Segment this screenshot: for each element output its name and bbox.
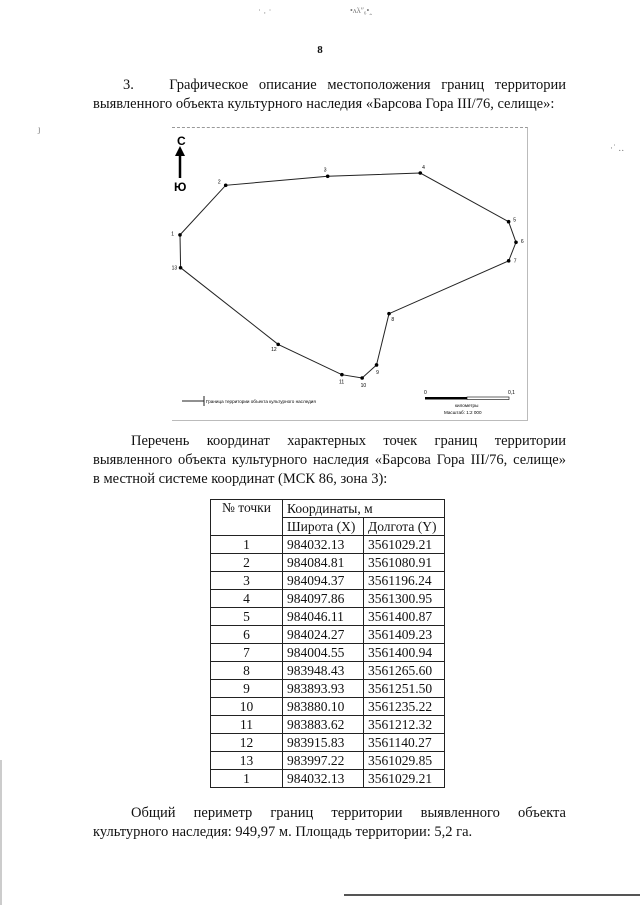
- map-legend: [182, 396, 316, 406]
- summary-line-1: Общий периметр границ территории выявленного объекта: [131, 805, 566, 821]
- scale-unit: километры: [455, 403, 479, 408]
- summary: [93, 804, 566, 842]
- boundary-point-label: 11: [339, 379, 345, 386]
- table-row: [211, 662, 445, 680]
- longitude-cell: 3561251.50: [364, 680, 445, 698]
- section-heading-line-1: [93, 76, 566, 95]
- table-row: [211, 536, 445, 554]
- boundary-point-label: 5: [513, 217, 517, 224]
- boundary-point-label: 13: [171, 265, 178, 272]
- boundary-point-marker: [360, 376, 364, 380]
- boundary-polygon: [180, 173, 516, 378]
- coordinates-table-body: [211, 536, 445, 788]
- boundary-point-marker: [387, 312, 391, 316]
- longitude-cell: 3561029.85: [364, 752, 445, 770]
- scale-end: 0,1: [508, 390, 515, 396]
- point-number-cell: 11: [211, 716, 283, 734]
- boundary-map: [172, 127, 528, 421]
- point-number-cell: 5: [211, 608, 283, 626]
- boundary-point-marker: [507, 259, 511, 263]
- boundary-point-label: 3: [323, 167, 327, 174]
- table-row: [211, 644, 445, 662]
- section-title-line-1: Графическое описание местоположения границ территории: [169, 77, 566, 93]
- latitude-cell: 984032.13: [283, 536, 364, 554]
- latitude-cell: 983893.93: [283, 680, 364, 698]
- scan-artifact: •ʌ̃ʌʺ₆•ꞈ: [350, 6, 372, 15]
- boundary-point-marker: [178, 233, 182, 237]
- header-longitude: Долгота (Y): [364, 518, 445, 536]
- section-number: 3.: [123, 77, 134, 93]
- point-number-cell: 7: [211, 644, 283, 662]
- latitude-cell: 983997.22: [283, 752, 364, 770]
- scan-artifact: ˙ · ˙: [258, 8, 272, 18]
- point-number-cell: 3: [211, 572, 283, 590]
- boundary-point-label: 2: [217, 179, 221, 186]
- header-point: № точки: [211, 500, 283, 536]
- table-row: [211, 752, 445, 770]
- table-row: [211, 680, 445, 698]
- scale-start: 0: [424, 390, 427, 396]
- scan-artifact: ȷ: [38, 124, 41, 134]
- longitude-cell: 3561029.21: [364, 770, 445, 788]
- table-row: [211, 572, 445, 590]
- point-number-cell: 10: [211, 698, 283, 716]
- latitude-cell: 984097.86: [283, 590, 364, 608]
- boundary-map-svg: [172, 128, 527, 420]
- scan-artifact: ·˙ ‥: [610, 143, 625, 153]
- latitude-cell: 984004.55: [283, 644, 364, 662]
- longitude-cell: 3561235.22: [364, 698, 445, 716]
- intro-line-3: в местной системе координат (МСК 86, зона 3):: [93, 471, 388, 487]
- boundary-point-marker: [340, 373, 344, 377]
- section-title-line-2: выявленного объекта культурного наследия «Барсова Гора III/76, селище»:: [93, 96, 555, 112]
- header-coordinates: Координаты, м: [283, 500, 445, 518]
- table-row: [211, 626, 445, 644]
- table-row: [211, 734, 445, 752]
- longitude-cell: 3561140.27: [364, 734, 445, 752]
- boundary-point-label: 1: [171, 231, 174, 238]
- legend-label: Граница территории объекта культурного наследия: [206, 399, 316, 404]
- longitude-cell: 3561212.32: [364, 716, 445, 734]
- boundary-point-marker: [224, 183, 228, 187]
- table-row: [211, 716, 445, 734]
- point-number-cell: 1: [211, 536, 283, 554]
- latitude-cell: 983915.83: [283, 734, 364, 752]
- point-number-cell: 12: [211, 734, 283, 752]
- point-number-cell: 8: [211, 662, 283, 680]
- point-number-cell: 13: [211, 752, 283, 770]
- latitude-cell: 984084.81: [283, 554, 364, 572]
- boundary-point-marker: [276, 343, 280, 347]
- boundary-point-marker: [514, 240, 518, 244]
- longitude-cell: 3561409.23: [364, 626, 445, 644]
- summary-line-2: культурного наследия: 949,97 м. Площадь территории: 5,2 га.: [93, 824, 473, 840]
- point-number-cell: 4: [211, 590, 283, 608]
- table-row: [211, 608, 445, 626]
- table-row: [211, 770, 445, 788]
- latitude-cell: 984024.27: [283, 626, 364, 644]
- header-latitude: Широта (X): [283, 518, 364, 536]
- latitude-cell: 983883.62: [283, 716, 364, 734]
- latitude-cell: 984032.13: [283, 770, 364, 788]
- scale-bar: [424, 390, 515, 415]
- longitude-cell: 3561265.60: [364, 662, 445, 680]
- coordinates-intro: [93, 432, 566, 489]
- point-number-cell: 2: [211, 554, 283, 572]
- coordinates-table: [210, 499, 445, 788]
- north-label: С: [177, 134, 186, 148]
- table-row: [211, 698, 445, 716]
- scale-ratio: Масштаб: 1:2 000: [444, 410, 482, 415]
- latitude-cell: 983948.43: [283, 662, 364, 680]
- intro-line-1: Перечень координат характерных точек границ территории: [131, 433, 566, 449]
- scan-edge-line: [0, 760, 2, 905]
- boundary-point-label: 9: [376, 369, 379, 376]
- boundary-point-marker: [326, 174, 330, 178]
- latitude-cell: 984046.11: [283, 608, 364, 626]
- longitude-cell: 3561300.95: [364, 590, 445, 608]
- longitude-cell: 3561400.94: [364, 644, 445, 662]
- longitude-cell: 3561029.21: [364, 536, 445, 554]
- latitude-cell: 984094.37: [283, 572, 364, 590]
- section-heading: [93, 76, 566, 114]
- boundary-point-label: 8: [391, 317, 395, 324]
- longitude-cell: 3561196.24: [364, 572, 445, 590]
- point-number-cell: 6: [211, 626, 283, 644]
- boundary-point-label: 6: [520, 239, 524, 245]
- intro-line-2: выявленного объекта культурного наследия «Барсова Гора III/76, селище»: [93, 452, 566, 468]
- boundary-point-marker: [375, 363, 379, 367]
- north-arrow: [174, 134, 186, 194]
- table-row: [211, 554, 445, 572]
- scan-edge-line: [344, 894, 640, 896]
- longitude-cell: 3561080.91: [364, 554, 445, 572]
- boundary-point-label: 12: [271, 347, 277, 354]
- boundary-point-label: 10: [360, 383, 367, 389]
- boundary-point-label: 7: [513, 258, 517, 265]
- longitude-cell: 3561400.87: [364, 608, 445, 626]
- page-number: 8: [317, 44, 323, 56]
- boundary-point-marker: [507, 220, 511, 224]
- table-row: [211, 590, 445, 608]
- boundary-point-marker: [418, 171, 422, 175]
- latitude-cell: 983880.10: [283, 698, 364, 716]
- south-label: Ю: [174, 180, 187, 194]
- boundary-point-marker: [179, 266, 183, 270]
- boundary-point-label: 4: [422, 165, 425, 172]
- point-number-cell: 1: [211, 770, 283, 788]
- point-number-cell: 9: [211, 680, 283, 698]
